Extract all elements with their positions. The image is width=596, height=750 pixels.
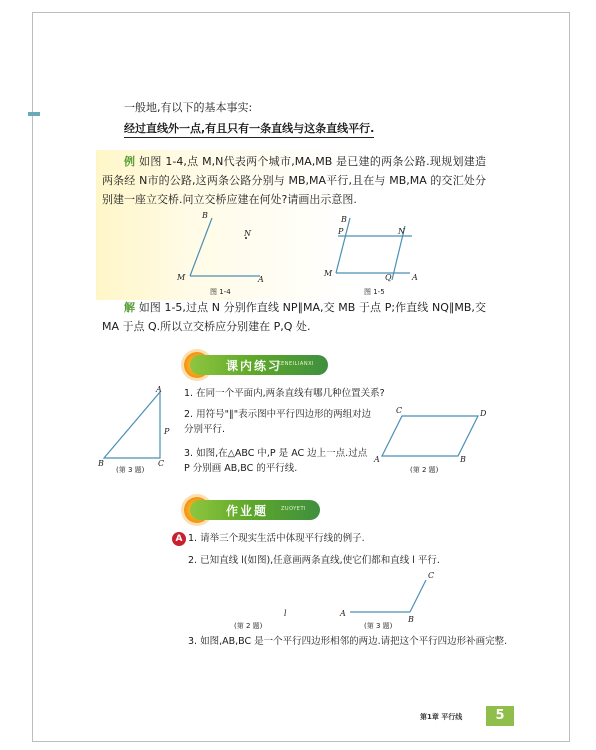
homework-fig3-caption: (第 3 题) bbox=[364, 622, 393, 630]
fig2-label-q: Q bbox=[385, 273, 392, 282]
segment-bc bbox=[410, 580, 426, 612]
fig2-label-m: M bbox=[324, 269, 333, 278]
fig1-label-m: M bbox=[177, 273, 186, 282]
figure-1-4 bbox=[176, 211, 264, 296]
tri-label-c: C bbox=[158, 459, 165, 468]
homework-figures bbox=[230, 566, 470, 636]
abc-label-c: C bbox=[428, 571, 435, 580]
level-a-badge: A bbox=[172, 532, 186, 546]
fig1-label-a: A bbox=[258, 275, 264, 284]
fig2-label-b: B bbox=[341, 215, 347, 224]
basic-fact: 经过直线外一点,有且只有一条直线与这条直线平行. bbox=[124, 120, 374, 138]
homework-item-3: 3. 如图,AB,BC 是一个平行四边形相邻的两边.请把这个平行四边形补画完整. bbox=[188, 636, 508, 647]
tri-label-p: P bbox=[164, 427, 170, 436]
fig1-ray-mb bbox=[190, 218, 212, 276]
homework-item-2: 2. 已知直线 l(如图),任意画两条直线,使它们都和直线 l 平行. bbox=[188, 555, 440, 566]
homework-abc-figure bbox=[339, 571, 434, 630]
fig1-caption: 图 1-4 bbox=[210, 288, 231, 296]
example-figures bbox=[160, 208, 480, 300]
abc-label-a: A bbox=[340, 609, 346, 618]
practice-subtitle: KENEILIANXI bbox=[277, 361, 314, 367]
line-l-label: l bbox=[284, 609, 287, 618]
practice-fig2-caption: (第 2 题) bbox=[410, 466, 439, 474]
example-paragraph bbox=[102, 152, 486, 209]
practice-item-3: 3. 如图,在△ABC 中,P 是 AC 边上一点.过点 P 分别画 AB,BC 的平行线. bbox=[184, 448, 368, 474]
fig1-label-n: N bbox=[244, 229, 251, 238]
fig2-caption: 图 1-5 bbox=[364, 288, 385, 296]
fig2-label-p: P bbox=[338, 227, 344, 236]
solution-text: 如图 1-5,过点 N 分别作直线 NP∥MA,交 MB 于点 P;作直线 NQ∥MB,交 MA 于点 Q.所以立交桥应分别建在 P,Q 处. bbox=[102, 301, 486, 333]
margin-marker bbox=[28, 112, 40, 116]
para-label-d: D bbox=[480, 409, 487, 418]
practice-triangle-figure bbox=[96, 384, 180, 480]
homework-fig2-caption: (第 2 题) bbox=[234, 622, 263, 630]
homework-item-1: 1. 请举三个现实生活中体现平行线的例子. bbox=[188, 533, 365, 544]
parallelogram-abcd bbox=[382, 416, 478, 456]
fig2-label-a: A bbox=[412, 273, 418, 282]
example-text: 如图 1-4,点 M,N代表两个城市,MA,MB 是已建的两条公路.现规划建造两条经 N市的公路,这两条公路分别与 MB,MA平行,且在与 MB,MA 的交汇处分别建一座立交桥.问立交桥应建在何处?请画出示意图. bbox=[102, 155, 487, 206]
tri-label-b: B bbox=[98, 459, 104, 468]
fig1-label-b: B bbox=[202, 211, 208, 220]
practice-banner bbox=[190, 355, 328, 375]
tri-label-a: A bbox=[156, 385, 162, 394]
intro-line: 一般地,有以下的基本事实: bbox=[124, 101, 253, 114]
homework-subtitle: ZUOYETI bbox=[281, 506, 306, 512]
para-label-c: C bbox=[396, 406, 403, 415]
para-label-b: B bbox=[460, 455, 466, 464]
triangle-abc bbox=[104, 392, 160, 458]
abc-label-b: B bbox=[408, 615, 414, 624]
homework-title: 作业题 bbox=[226, 504, 269, 518]
fig2-label-n: N bbox=[398, 227, 405, 236]
homework-line-l-figure bbox=[234, 609, 287, 630]
solution-paragraph bbox=[102, 298, 486, 336]
chapter-footer: 第1章 平行线 bbox=[420, 713, 463, 721]
practice-fig3-caption: (第 3 题) bbox=[116, 466, 145, 474]
homework-banner bbox=[190, 500, 320, 520]
solution-label: 解 bbox=[124, 301, 136, 314]
figure-1-5 bbox=[323, 215, 418, 296]
practice-item-1: 1. 在同一个平面内,两条直线有哪几种位置关系? bbox=[184, 388, 385, 399]
example-label: 例 bbox=[124, 155, 136, 168]
page-number: 5 bbox=[486, 706, 514, 726]
para-label-a: A bbox=[374, 455, 380, 464]
practice-title: 课内练习 bbox=[226, 359, 283, 373]
practice-parallelogram-figure bbox=[372, 400, 492, 480]
practice-item-2: 2. 用符号"∥"表示图中平行四边形的两组对边分别平行. bbox=[184, 409, 372, 435]
